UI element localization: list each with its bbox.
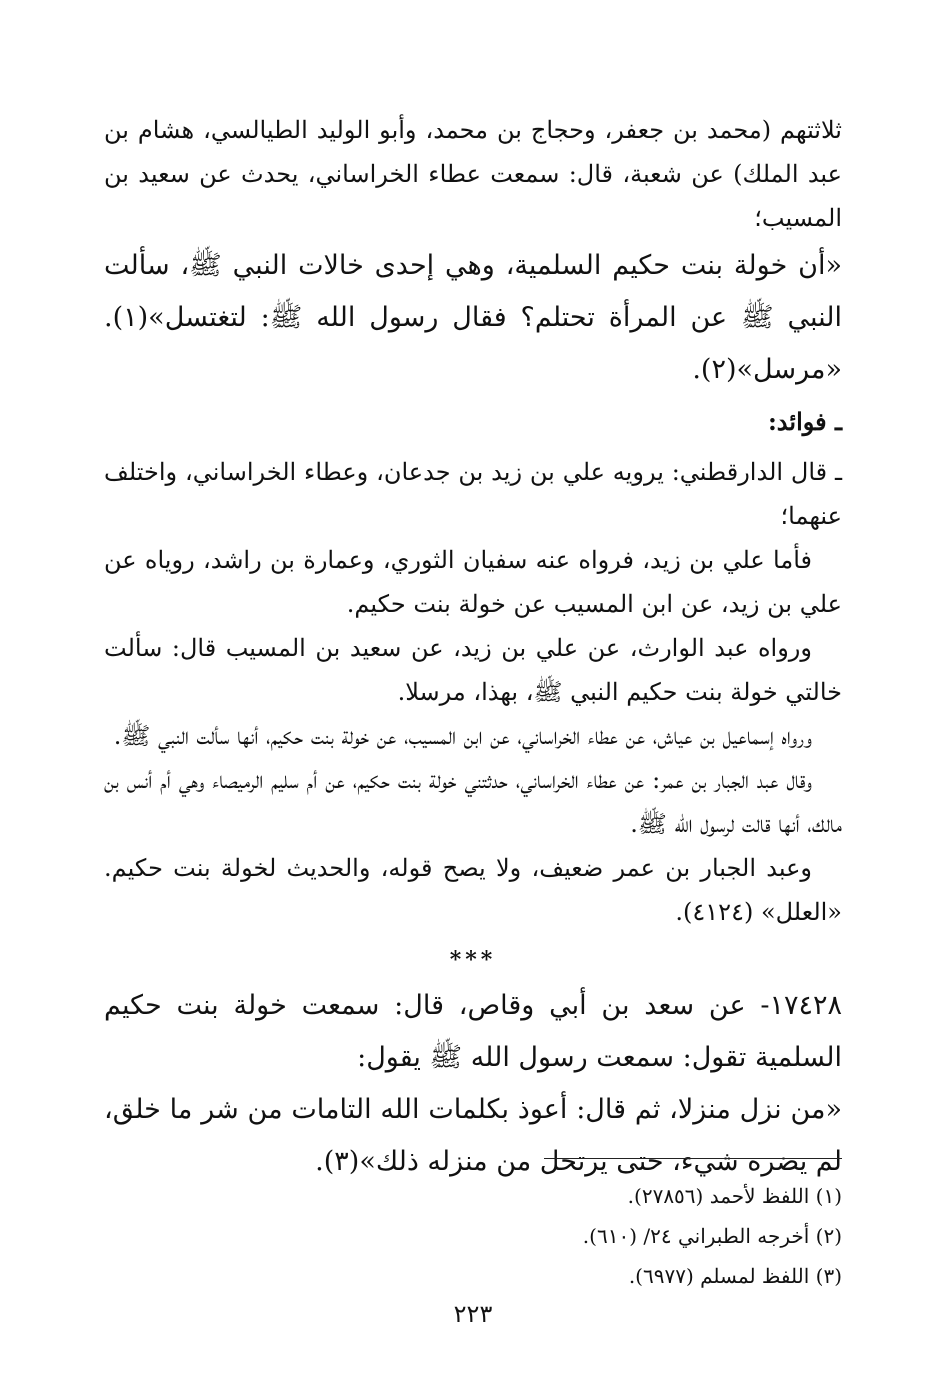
ismail-paragraph: ورواه إسماعيل بن عياش، عن عطاء الخراساني، عن ابن المسيب، عن خولة بنت حكيم، أنها سألت النبي ﷺ. bbox=[113, 722, 812, 750]
fawaid-heading: ـ فوائد: bbox=[767, 407, 842, 436]
hadith-2-text: «من نزل منزلا، ثم قال: أعوذ بكلمات الله التامات من شر ما خلق، لم يضره شيء، حتى يرتحل من منزله ذلك»(٣). bbox=[104, 1094, 842, 1177]
footnote-2: (٢) أخرجه الطبراني ٢٤/ (٦١٠). bbox=[582, 1224, 842, 1248]
footnote-divider bbox=[544, 1158, 842, 1159]
hadith-text: «أن خولة بنت حكيم السلمية، وهي إحدى خالات النبي ﷺ، سألت النبي ﷺ عن المرأة تحتلم؟ فقال رسول الله ﷺ: لتغتسل»(١). «مرسل»(٢). bbox=[104, 250, 842, 385]
abd-al-warith-paragraph: ورواه عبد الوارث، عن علي بن زيد، عن سعيد بن المسيب قال: سألت خالتي خولة بنت حكيم النبي ﷺ، بهذا، مرسلا. bbox=[104, 634, 842, 706]
footnotes bbox=[104, 1176, 842, 1296]
footnote-3: (٣) اللفظ لمسلم (٦٩٧٧). bbox=[628, 1264, 842, 1288]
footnote-1: (١) اللفظ لأحمد (٢٧٨٥٦). bbox=[627, 1184, 842, 1208]
ali-bin-zayd-paragraph: فأما علي بن زيد، فرواه عنه سفيان الثوري، وعمارة بن راشد، روياه عن علي بن زيد، عن ابن المسيب عن خولة بنت حكيم. bbox=[104, 546, 842, 618]
page-body bbox=[104, 108, 842, 1338]
abd-al-jabbar-paragraph: وقال عبد الجبار بن عمر: عن عطاء الخراساني، حدثتني خولة بنت حكيم، عن أم سليم الرميصاء وهي أم أنس بن مالك، أنها قالت لرسول الله ﷺ. bbox=[104, 766, 842, 838]
daraqutni-paragraph: ـ قال الدارقطني: يرويه علي بن زيد بن جدعان، وعطاء الخراساني، واختلف عنهما؛ bbox=[104, 458, 842, 530]
section-separator: *** bbox=[449, 947, 497, 973]
hadith-2-intro: ١٧٤٢٨- عن سعد بن أبي وقاص، قال: سمعت خولة بنت حكيم السلمية تقول: سمعت رسول الله ﷺ يقول: bbox=[104, 990, 842, 1073]
page-number: ٢٢٣ bbox=[453, 1300, 493, 1328]
isnad-paragraph: ثلاثتهم (محمد بن جعفر، وحجاج بن محمد، وأبو الوليد الطيالسي، هشام بن عبد الملك) عن شعبة، قال: سمعت عطاء الخراساني، يحدث عن سعيد بن المسيب؛ bbox=[104, 116, 842, 232]
weak-narrator-paragraph: وعبد الجبار بن عمر ضعيف، ولا يصح قوله، والحديث لخولة بنت حكيم. «العلل» (٤١٢٤). bbox=[104, 854, 842, 926]
